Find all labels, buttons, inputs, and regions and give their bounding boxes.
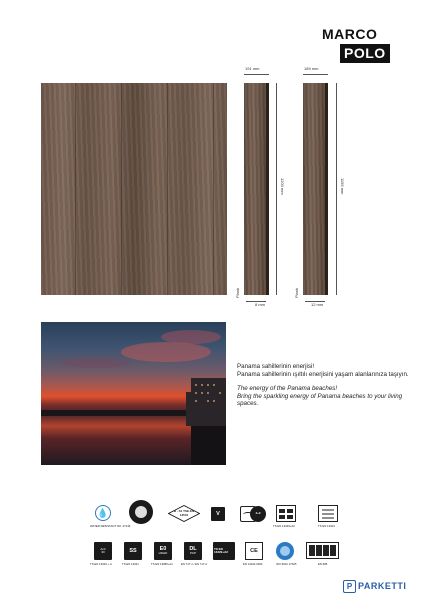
e0-label: TS EN 13986+A1 xyxy=(151,562,173,566)
plank2-type-label: Plank xyxy=(294,287,299,298)
parketti-wordmark: PARKETTI xyxy=(358,581,407,591)
plank1-image xyxy=(244,83,266,295)
plank2-length-label: 1195 mm xyxy=(340,178,345,195)
en-13444-label: TS EN 13444 xyxy=(318,524,335,528)
residential-commercial-label: EN 685 xyxy=(318,562,328,566)
description-tr-body: Panama sahillerinin ışıltılı enerjisini yaşam alanlarınıza taşıyın. xyxy=(237,370,409,378)
description-tr-title: Panama sahillerinin enerjisi! xyxy=(237,363,315,370)
parketti-brand xyxy=(343,578,406,594)
plank2-thickness-label: 12 mm xyxy=(311,302,324,307)
ts-en-13329-icon: TS EN 13329+A2 xyxy=(213,542,235,560)
plank2-length-line xyxy=(336,83,337,295)
logo-line-polo: POLO xyxy=(340,44,390,63)
residential-commercial-icon xyxy=(306,542,339,559)
plank2-width-label: 189 mm xyxy=(304,66,319,71)
dl-pcp-icon: DL PCP xyxy=(184,542,202,560)
en-13329-label: TS EN 13329+A2 xyxy=(273,524,295,528)
plank2-image xyxy=(303,83,325,295)
parketti-logo-icon: P xyxy=(343,580,356,593)
v-groove-icon: V xyxy=(211,507,225,521)
plank2-edge xyxy=(325,83,328,295)
e0-icon: E0 HDHD xyxy=(154,542,172,560)
en-13329-icon xyxy=(276,505,296,522)
sunset-harbor-photo xyxy=(41,322,226,465)
logo-line-marco: MARCO xyxy=(322,26,378,42)
ce-mark-label: EN 14041:2004 xyxy=(243,562,263,566)
ce-mark-icon: CE xyxy=(245,542,263,560)
collection-description xyxy=(237,363,409,408)
plank1-width-label: 191 mm xyxy=(245,66,260,71)
plank1-type-label: Plank xyxy=(235,287,240,298)
water-resistant-icon: 💧 xyxy=(95,505,111,521)
eco-icon xyxy=(276,542,294,560)
description-en-body: Bring the sparkling energy of Panama beaches to your living spaces. xyxy=(237,392,403,408)
ss-icon: SS xyxy=(124,542,142,560)
plank1-thickness-label: 8 mm xyxy=(255,302,265,307)
water-resistant-label: WATER RESISTANT NO: 47146 xyxy=(90,524,131,528)
plank1-length-label: 1200 mm xyxy=(280,178,285,195)
plank1-width-line xyxy=(244,74,269,75)
ac4-class-icon xyxy=(129,500,153,524)
en-13444-icon xyxy=(318,505,338,522)
plank2-width-line xyxy=(303,74,328,75)
plank1-edge xyxy=(266,83,269,295)
plank1-length-line xyxy=(276,83,277,295)
ac4-33-label: TS EN 13329 + A xyxy=(90,562,112,566)
eco-label: ISO 9001 17025 xyxy=(276,562,297,566)
ss-label: TS EN 14041 xyxy=(122,562,139,566)
fire-rating-icon: B - S1 TSE-EN 13501 xyxy=(168,505,200,522)
click-system-icon: 4+2 xyxy=(250,506,266,522)
brand-logo xyxy=(322,26,402,66)
description-en-title: The energy of the Panama beaches! xyxy=(237,385,338,393)
dl-pcp-label: EN 717-1 / EN 717-2 xyxy=(181,562,207,566)
ac4-33-icon: Ac4 33 xyxy=(94,542,112,560)
wood-texture-panel xyxy=(41,83,227,295)
